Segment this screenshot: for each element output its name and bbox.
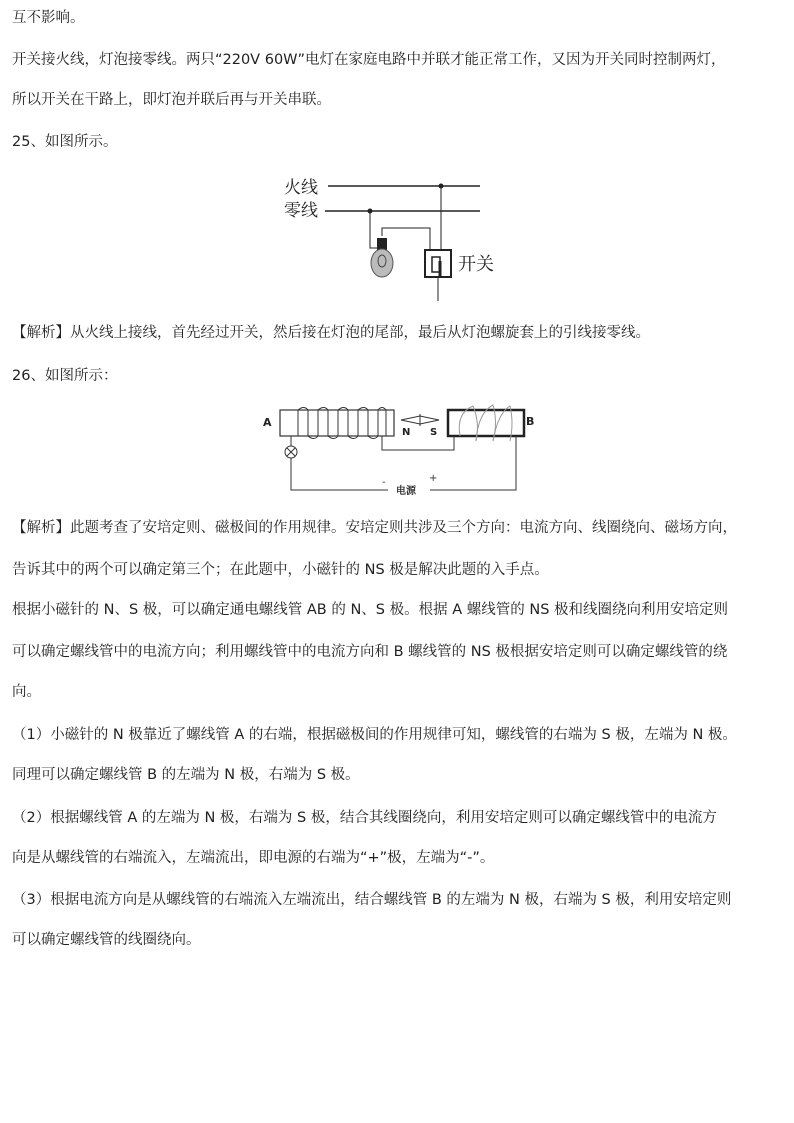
text-line: （2）根据螺线管 A 的左端为 N 极，右端为 S 极，结合其线圈绕向，利用安培定则可以确定螺线管中的电流方 <box>12 810 717 826</box>
text-line: 向。 <box>12 684 41 700</box>
light-bulb-icon <box>371 238 393 277</box>
text-line: （1）小磁针的 N 极靠近了螺线管 A 的右端，根据磁极间的作用规律可知，螺线管的右端为 S 极，左端为 N 极。 <box>12 727 737 743</box>
neutral-wire-label: 零线 <box>284 201 318 221</box>
question-26: 26、如图所示： <box>12 368 118 384</box>
text-line: 根据小磁针的 N、S 极，可以确定通电螺线管 AB 的 N、S 极。根据 A 螺线管的 NS 极和线圈绕向利用安培定则 <box>12 602 729 618</box>
lamp-icon <box>285 446 297 458</box>
live-wire-label: 火线 <box>284 178 318 198</box>
text-line: 可以确定螺线管中的电流方向；利用螺线管中的电流方向和 B 螺线管的 NS 极根据安培定则可以确定螺线管的绕 <box>12 644 728 660</box>
minus-terminal-label: - <box>382 477 386 488</box>
analysis-25: 【解析】从火线上接线，首先经过开关，然后接在灯泡的尾部，最后从灯泡螺旋套上的引线接零线。 <box>12 325 650 341</box>
text-line: 告诉其中的两个可以确定第三个；在此题中，小磁针的 NS 极是解决此题的入手点。 <box>12 562 549 578</box>
text-line: 同理可以确定螺线管 B 的左端为 N 极，右端为 S 极。 <box>12 767 360 783</box>
power-source-label: 电源 <box>396 486 416 497</box>
switch-label: 开关 <box>458 254 494 275</box>
needle-n-label: N <box>402 427 411 438</box>
text-line: 互不影响。 <box>12 10 85 26</box>
switch-icon <box>425 250 451 277</box>
text-line: 【解析】此题考查了安培定则、磁极间的作用规律。安培定则共涉及三个方向：电流方向、线圈绕向、磁场方向， <box>12 520 737 536</box>
solenoid-diagram-26 <box>258 403 543 498</box>
plus-terminal-label: + <box>429 473 438 484</box>
text-line: 可以确定螺线管的线圈绕向。 <box>12 932 201 948</box>
text-line: 所以开关在干路上，即灯泡并联后再与开关串联。 <box>12 92 331 108</box>
solenoid-a-label: A <box>263 416 272 429</box>
needle-s-label: S <box>430 427 438 438</box>
text-line: 向是从螺线管的右端流入，左端流出，即电源的右端为“+”极，左端为“-”。 <box>12 850 495 866</box>
text-line: 开关接火线，灯泡接零线。两只“220V 60W”电灯在家庭电路中并联才能正常工作，又因为开关同时控制两灯， <box>12 52 726 68</box>
compass-needle-icon <box>401 414 439 426</box>
circuit-diagram-25 <box>270 168 520 308</box>
solenoid-b-label: B <box>526 415 535 428</box>
text-line: （3）根据电流方向是从螺线管的右端流入左端流出，结合螺线管 B 的左端为 N 极，右端为 S 极，利用安培定则 <box>12 892 732 908</box>
question-25: 25、如图所示。 <box>12 134 118 150</box>
